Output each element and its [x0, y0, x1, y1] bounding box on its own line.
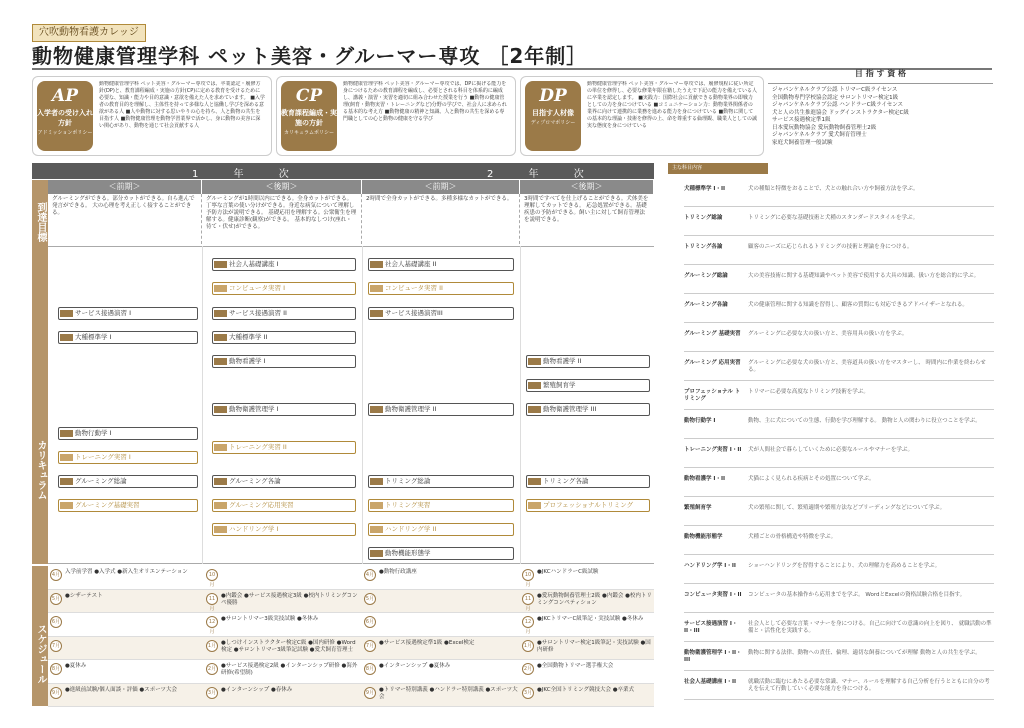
course-box: [58, 427, 198, 440]
schedule-cell: [522, 663, 652, 675]
course-label: グルーミング応用実習: [229, 501, 294, 509]
month-badge: 1月: [522, 640, 534, 652]
course-tag: [370, 285, 383, 292]
course-tag: [370, 502, 383, 509]
course-tag: [60, 430, 73, 437]
course-label: サービス接遇演習 I: [75, 309, 131, 317]
course-tag: [60, 478, 73, 485]
course-box: [526, 475, 650, 488]
course-tag: [60, 454, 73, 461]
course-description: 犬の繁殖に関して、繁殖適期や繁殖方法などブリーディングなどについて学ぶ。: [748, 505, 946, 511]
course-label: サービス接遇演習 II: [229, 309, 287, 317]
course-name: グルーミング 応用実習: [684, 360, 741, 366]
course-description: 大の美容技術に関する基礎知識やペット美容で使用する大具の知識、扱い方を総合的に学ぶ。: [748, 273, 980, 279]
course-box: [368, 258, 514, 271]
course-box: [368, 307, 514, 320]
course-name: ハンドリング学 I・II: [684, 563, 736, 569]
course-content-row: [684, 381, 994, 410]
schedule-text: ●インターンシップ ●春休み: [221, 686, 293, 693]
schedule-text: ●サービス接遇検定準1級 ●Excel検定: [379, 639, 475, 646]
schedule-text: ●動物行政講座: [379, 569, 417, 575]
policy-text: 動物健康管理学科 ペット美容・グルーマー専攻では、履修規程に従い所定の単位を修得し、必要な修業年限在籍したうえで下記の能力を備えている人に卒業を認定します。 ■実践力：国際社会に貢献できる動物業界の即戦力としての力を身につけている ■コミュニケーション力：動物業界関係者の業界に向けて連携的に業務を進める能力を身につけている ■動物に関しての基本的な理論・技術を修得の上、命を尊重する倫理観、職業人としての誠実な態度を身につけている: [587, 81, 757, 129]
course-content-row: [684, 410, 994, 439]
course-box: [368, 475, 514, 488]
course-label: ハンドリング学 II: [385, 525, 437, 533]
course-label: 動物衛護管理学 III: [543, 405, 597, 413]
month-badge: 8月: [50, 663, 62, 675]
course-label: 大種標準学 II: [229, 333, 268, 341]
schedule-cell: [50, 687, 200, 699]
policy-code: DP: [539, 86, 567, 106]
course-content-row: [684, 236, 994, 265]
course-description: トリマーに必要な高度なトリミング技術を学ぶ。: [748, 389, 869, 395]
course-tag: [370, 310, 383, 317]
schedule-cell: [522, 569, 652, 588]
course-label: 動物機能形態学: [385, 549, 431, 557]
schedule-cell: [364, 687, 518, 701]
policy-text: 動物健康管理学科 ペット美容・グルーマー専攻では、DPに掲げる能力を身につけるための教育課程を編成し、必要とされる科目を体系的に編成し、講義・演習・実習を適切に組み合わせた授業を行う ■動物の健康管理(飼育・動物実習・トレーニングなど)分野の学びで、社会人に求められる基本的な考え方 ■動物健康の精神と知識、人と動物の共生を深める専門職としての心と動物の健康を守る学び: [343, 81, 507, 122]
course-content-row: [684, 207, 994, 236]
policy-text: 動物健康管理学科 ペット美容・グルーマー専攻では、卒業認定・履修方針(DP)と、教育課程編成・実施の方針(CP)に定める教育を受けるために必要な、知識・能力や目的意識・意欲を備えた人を求めています。 ■入学者の教育目的を理解し、主体性を持って多様な人と協働し学びを深める意欲がある人 ■人や動物に対する思いやりの心を持ち、人と動物の共生を目指す人 ■動物健康管理を動物学習業界で活かし、身に動物の美容に深い関心があり、動物を通じて社会貢献する人: [99, 81, 265, 129]
course-content-row: [684, 584, 994, 613]
schedule-cell: [364, 640, 518, 652]
goal-cell: 3時間ですべてを仕上げることができる。犬体美を理解してカットできる。 応急処置ができる。基礎疾患の予防ができる。飼い主に対して飼育管理法を説明できる。: [524, 196, 649, 223]
schedule-cell: [522, 687, 652, 699]
policy-sub: ディプロマポリシー: [530, 120, 576, 126]
schedule-cell: [50, 663, 200, 675]
school-name: 穴吹動物看護カレッジ: [32, 24, 146, 42]
policy-dp: [520, 76, 764, 156]
month-badge: 5月: [364, 593, 376, 605]
course-description: ショーハンドリングを習得することにより、犬の理解力を高めることを学ぶ。: [748, 563, 941, 569]
semester-header: ＜後期＞: [520, 180, 654, 194]
course-tag: [214, 334, 227, 341]
course-label: 動物衛護管理学 I: [229, 405, 279, 413]
policy-code: CP: [295, 86, 323, 106]
course-name: 繁殖飼育学: [684, 505, 712, 511]
course-name: グルーミング 基礎実習: [684, 331, 741, 337]
policy-name: 目指す人材像: [532, 109, 574, 117]
course-label: 繁殖飼育学: [543, 381, 576, 389]
course-tag: [214, 261, 227, 268]
policy-badge: [281, 81, 337, 151]
course-name: 社会人基礎講座 I・II: [684, 679, 737, 685]
schedule-cell: [522, 616, 652, 635]
course-label: グルーミング各論: [229, 477, 281, 485]
schedule-cell: [364, 593, 518, 605]
month-badge: 6月: [50, 616, 62, 628]
course-description: コンピュータの基本操作から応用までを学ぶ。 WordとExcelの資格試験合格を目指す。: [748, 592, 966, 598]
course-content-row: [684, 294, 994, 323]
course-tag: [528, 502, 541, 509]
course-description: 顧客のニーズに応じられるトリミングの技術と理論を身につける。: [748, 244, 913, 250]
course-label: グルーミング総論: [75, 477, 127, 485]
schedule-cell: [364, 569, 518, 581]
side-curriculum: カリキュラム: [32, 246, 48, 564]
month-badge: 12月: [206, 616, 218, 628]
course-label: 動物看護学 II: [543, 357, 582, 365]
schedule-text: ●サロントリマー検定1級筆記・実技試験 ●国内研修: [537, 639, 651, 653]
course-label: 社会人基礎講座 I: [229, 260, 279, 268]
course-tag: [528, 382, 541, 389]
course-label: 動物行動学 I: [75, 429, 112, 437]
schedule-row: [48, 637, 654, 661]
schedule-cell: [50, 593, 200, 605]
policy-ap: [32, 76, 272, 156]
month-badge: 8月: [364, 663, 376, 675]
course-tag: [60, 334, 73, 341]
month-badge: 4月: [364, 569, 376, 581]
schedule-text: 入学前学習 ●入学式 ●新入生オリエンテーション: [65, 569, 188, 575]
goal-item: 日本愛玩動物協会 愛玩動物飼養管理士2級: [772, 124, 877, 131]
schedule-text: ●JKCトリマーC級筆記・実技試験 ●冬休み: [537, 616, 644, 622]
course-content-row: [684, 323, 994, 352]
course-label: ハンドリング学 I: [229, 525, 279, 533]
goal-item: 家庭犬飼養管理一般試験: [772, 139, 833, 146]
month-badge: 10月: [206, 569, 218, 581]
course-name: グルーミング各論: [684, 302, 728, 308]
course-content-row: [684, 671, 994, 700]
month-badge: 2月: [206, 663, 218, 675]
course-content-row: [684, 439, 994, 468]
course-label: トリミング総論: [385, 477, 431, 485]
column-divider: [520, 246, 521, 564]
schedule-cell: [206, 687, 360, 699]
course-tag: [214, 444, 227, 451]
course-tag: [214, 285, 227, 292]
course-label: コンピュータ実習 II: [385, 284, 443, 292]
month-badge: 9月: [50, 687, 62, 699]
schedule-row: [48, 566, 654, 590]
policy-code: AP: [52, 86, 78, 106]
course-tag: [528, 358, 541, 365]
course-description: 犬猫によく見られる疾病とその処置について学ぶ。: [748, 476, 875, 482]
schedule-cell: [364, 663, 518, 675]
course-box: [58, 499, 198, 512]
course-box: [368, 499, 514, 512]
course-content-row: [684, 468, 994, 497]
course-name: プロフェッショナル トリミング: [684, 389, 741, 402]
goals-title: 目 指 す 資 格: [854, 69, 907, 78]
schedule-cell: [50, 640, 200, 652]
course-name: 動物行動学 I: [684, 418, 716, 424]
schedule-cell: [522, 640, 652, 654]
course-box: [58, 475, 198, 488]
course-label: グルーミング基礎実習: [75, 501, 140, 509]
course-box: [212, 307, 356, 320]
course-name: グルーミング総論: [684, 273, 728, 279]
schedule-row: [48, 684, 654, 708]
course-label: 社会人基礎講座 II: [385, 260, 437, 268]
schedule-row: [48, 613, 654, 637]
course-box: [526, 379, 650, 392]
course-label: トリミング実習: [385, 501, 431, 509]
course-tag: [214, 310, 227, 317]
course-content-header: 主な科目内容: [668, 163, 768, 174]
course-tag: [528, 478, 541, 485]
side-schedule: スケジュール: [32, 566, 48, 706]
course-name: サービス接遇演習 I・II・III: [684, 621, 738, 634]
course-description: グルーミングに必要な大の扱い方と、美容用具の扱い方を学ぶ。: [748, 331, 908, 337]
schedule-text: ●サロントリマー3級実技試験 ●冬休み: [221, 616, 319, 622]
course-description: 犬の種類と特徴をおることで、犬との触れ合い方や飼養方法を学ぶ。: [748, 186, 919, 192]
schedule-cell: [206, 616, 360, 635]
course-box: [526, 355, 650, 368]
course-label: 大種標準学 I: [75, 333, 112, 341]
column-divider: [362, 246, 363, 564]
qualification-goals: [768, 62, 993, 157]
schedule-text: ●シザーテスト: [65, 592, 103, 599]
schedule-text: ●全国動物トリマー選手権大会: [537, 663, 614, 669]
course-tag: [370, 261, 383, 268]
course-content-row: [684, 613, 994, 642]
course-tag: [214, 406, 227, 413]
schedule-cell: [522, 592, 652, 612]
page-title: 動物健康管理学科 ペット美容・グルーマー専攻 ［2年制］: [32, 44, 588, 68]
course-box: [526, 499, 650, 512]
month-badge: 1月: [206, 640, 218, 652]
month-badge: 3月: [206, 687, 218, 699]
goal-item: 全国動物専門学校協会認定 サロントリマー検定1級: [772, 94, 899, 101]
schedule-text: ●内鑑会 ●サービス接遇検定3級 ●校内トリミングコンペ優勝: [221, 592, 358, 606]
course-description: 動物、主に犬についての生態、行動を学び理解する。 動物と人の関わりに役立つことを学ぶ。: [748, 418, 981, 424]
course-name: トレーニング実習 I・II: [684, 447, 742, 453]
year-header: [32, 163, 654, 179]
course-tag: [214, 358, 227, 365]
column-divider: [202, 246, 203, 564]
semester-header: ＜前期＞: [48, 180, 202, 194]
policy-name: 入学者の受け入れ方針: [37, 109, 93, 127]
month-badge: 11月: [206, 593, 218, 605]
month-badge: 3月: [522, 687, 534, 699]
course-tag: [370, 526, 383, 533]
month-badge: 5月: [50, 593, 62, 605]
month-badge: 11月: [522, 593, 534, 605]
course-name: 動物看護学 I・II: [684, 476, 726, 482]
course-description: 犬が人間社会で暮らしていくために必要なルールやマナーを学ぶ。: [748, 447, 914, 453]
course-box: [212, 523, 356, 536]
schedule-cell: [50, 616, 200, 628]
month-badge: 2月: [522, 663, 534, 675]
course-tag: [528, 406, 541, 413]
course-tag: [214, 502, 227, 509]
course-tag: [370, 478, 383, 485]
course-description: 犬の健康管理に関する知識を習得し、顧客の質問にも対応できるアドバイザーとなれる。: [748, 302, 968, 308]
course-box: [212, 441, 356, 454]
course-description: 社会人として必要な言葉・マナーを身につける。自己に向けての意識の向上を図り、 就職活動の準備と・活性化を実践する。: [748, 621, 992, 634]
course-name: 動物機能形態学: [684, 534, 723, 540]
schedule-text: ●進級前試験/個人面談・評価 ●スポーツ大会: [65, 686, 177, 693]
goal-item: 犬と人の共生推進協会 ドッグインストラクター検定C級: [772, 109, 909, 116]
course-label: 動物衛護管理学 II: [385, 405, 437, 413]
month-badge: 9月: [364, 687, 376, 699]
month-badge: 6月: [364, 616, 376, 628]
goal-item: ジャパンケネルクラブ 愛犬飼育管理士: [772, 132, 867, 138]
schedule-row: [48, 660, 654, 684]
course-tag: [60, 502, 73, 509]
course-tag: [370, 550, 383, 557]
course-name: 犬種標準学 I・II: [684, 186, 726, 192]
course-description: グルーミングに必要な犬の扱い方と、美容道具の扱い方をマスターし、 時間内に作業を終わらせる。: [748, 360, 986, 373]
schedule-cell: [206, 663, 360, 677]
schedule-text: ●愛玩動物飼養管理士2級 ●内鑑会 ●校内トリミングコンペティション: [537, 592, 652, 606]
schedule-text: ●JKCハンドラーC級試験: [537, 569, 599, 575]
goal-item: ジャパンケネルクラブ公認 ハンドラーC級ライセンス: [772, 102, 904, 108]
course-content-row: [684, 497, 994, 526]
schedule-text: ●しつけインストラクター検定C級 ●国内研修 ●Word検定 ●サロントリマー3級筆記試験 ●愛犬飼育管理士: [221, 639, 356, 653]
schedule-row: [48, 590, 654, 614]
year1-label: 1 年 次: [192, 169, 305, 180]
course-name: トリミング各論: [684, 244, 723, 250]
course-box: [58, 331, 198, 344]
course-label: トレーニング実習 I: [75, 453, 131, 461]
goal-cell: グルーミングが1時間以内にできる。全身カットができる。丁寧な言葉の使い分けができる。身近な病気について理解し予防方法が説明できる。 基礎応用を理解する。公衆衛生を理解する。健康診断(観察)ができる。 基本的なしつけ(座れ・待て・伏せ)ができる。: [202, 194, 362, 244]
goal-cell: グルーミングができる。部分カットができる。自ら進んで発言ができる。 大の心理を考え正しく接することができる。: [48, 194, 202, 244]
semester-header: ＜後期＞: [202, 180, 362, 194]
side-goal: 到達目標: [32, 180, 48, 246]
schedule-cell: [206, 569, 360, 588]
goals-divider: [768, 83, 993, 84]
course-label: トレーニング実習 II: [229, 443, 287, 451]
course-box: [212, 258, 356, 271]
schedule-text: ●夏休み: [65, 663, 87, 669]
course-box: [212, 355, 356, 368]
schedule-text: ●トリマー特別講義 ●ハンドラー特別講義 ●スポーツ大会: [379, 686, 518, 700]
goal-item: ジャパンケネルクラブ公認 トリマーC級ライセンス: [772, 87, 898, 93]
course-content-row: [684, 555, 994, 584]
course-box: [368, 403, 514, 416]
course-label: 動物看護学 I: [229, 357, 266, 365]
course-box: [526, 403, 650, 416]
course-label: トリミング各論: [543, 477, 589, 485]
course-box: [368, 523, 514, 536]
month-badge: 7月: [364, 640, 376, 652]
course-description: 動物に関する法律、動物への責任、倫理、適切な飼養についてが理解 動物と人の共生を学ぶ。: [748, 650, 981, 656]
goal-item: サービス接遇検定準1級: [772, 117, 831, 123]
course-content-row: [684, 526, 994, 555]
schedule-text: ●インターンシップ ●夏休み: [379, 663, 451, 669]
policy-badge: [525, 81, 581, 151]
month-badge: 10月: [522, 569, 534, 581]
schedule-text: ●JKC全国トリミング競技大会 ●卒業式: [537, 686, 635, 693]
course-description: トリミングに必要な基礎技術と犬種のスタンダードスタイルを学ぶ。: [748, 215, 919, 221]
course-tag: [370, 406, 383, 413]
schedule-cell: [364, 616, 518, 628]
course-tag: [60, 310, 73, 317]
policy-cp: [276, 76, 516, 156]
course-description: 就職活動に臨むにあたる必要な常識、マナー、ルールを理解する自己分析を行うとともに自分の考えを伝えて行動していく必要な能力を身につける。: [748, 679, 990, 692]
course-box: [212, 475, 356, 488]
course-label: コンピュータ実習 I: [229, 284, 285, 292]
course-box: [212, 499, 356, 512]
course-tag: [214, 478, 227, 485]
policy-badge: [37, 81, 93, 151]
course-box: [212, 282, 356, 295]
course-tag: [214, 526, 227, 533]
course-box: [58, 451, 198, 464]
month-badge: 12月: [522, 616, 534, 628]
policy-name: 教育課程編成・実施の方針: [281, 109, 337, 127]
course-box: [212, 403, 356, 416]
schedule-cell: [50, 569, 200, 581]
course-box: [368, 547, 514, 560]
course-content-row: [684, 265, 994, 294]
semester-header: ＜前期＞: [362, 180, 520, 194]
course-label: プロフェッショナルトリミング: [543, 501, 634, 509]
course-name: 動物衛護管理学 I・II・III: [684, 650, 742, 663]
course-box: [368, 282, 514, 295]
course-box: [58, 307, 198, 320]
course-name: コンピュータ実習 I・II: [684, 592, 742, 598]
course-description: 犬種ごとの骨格構造や特徴を学ぶ。: [748, 534, 837, 540]
course-content-row: [684, 642, 994, 671]
month-badge: 4月: [50, 569, 62, 581]
policy-sub: カリキュラムポリシー: [284, 130, 334, 136]
course-content-row: [684, 352, 994, 381]
month-badge: 7月: [50, 640, 62, 652]
year2-label: 2 年 次: [487, 169, 600, 180]
course-content-row: [684, 178, 994, 207]
policy-sub: アドミッションポリシー: [37, 130, 93, 136]
course-label: サービス接遇演習III: [385, 309, 443, 317]
course-name: トリミング総論: [684, 215, 723, 221]
schedule-cell: [206, 640, 360, 654]
course-box: [212, 331, 356, 344]
schedule-text: ●サービス接遇検定2級 ●インターンシップ研修 ●海外研修(希望制): [221, 663, 358, 676]
goal-cell: 2時間で全身カットができる。多種多様なカットができる。: [362, 194, 520, 244]
schedule-cell: [206, 592, 360, 612]
